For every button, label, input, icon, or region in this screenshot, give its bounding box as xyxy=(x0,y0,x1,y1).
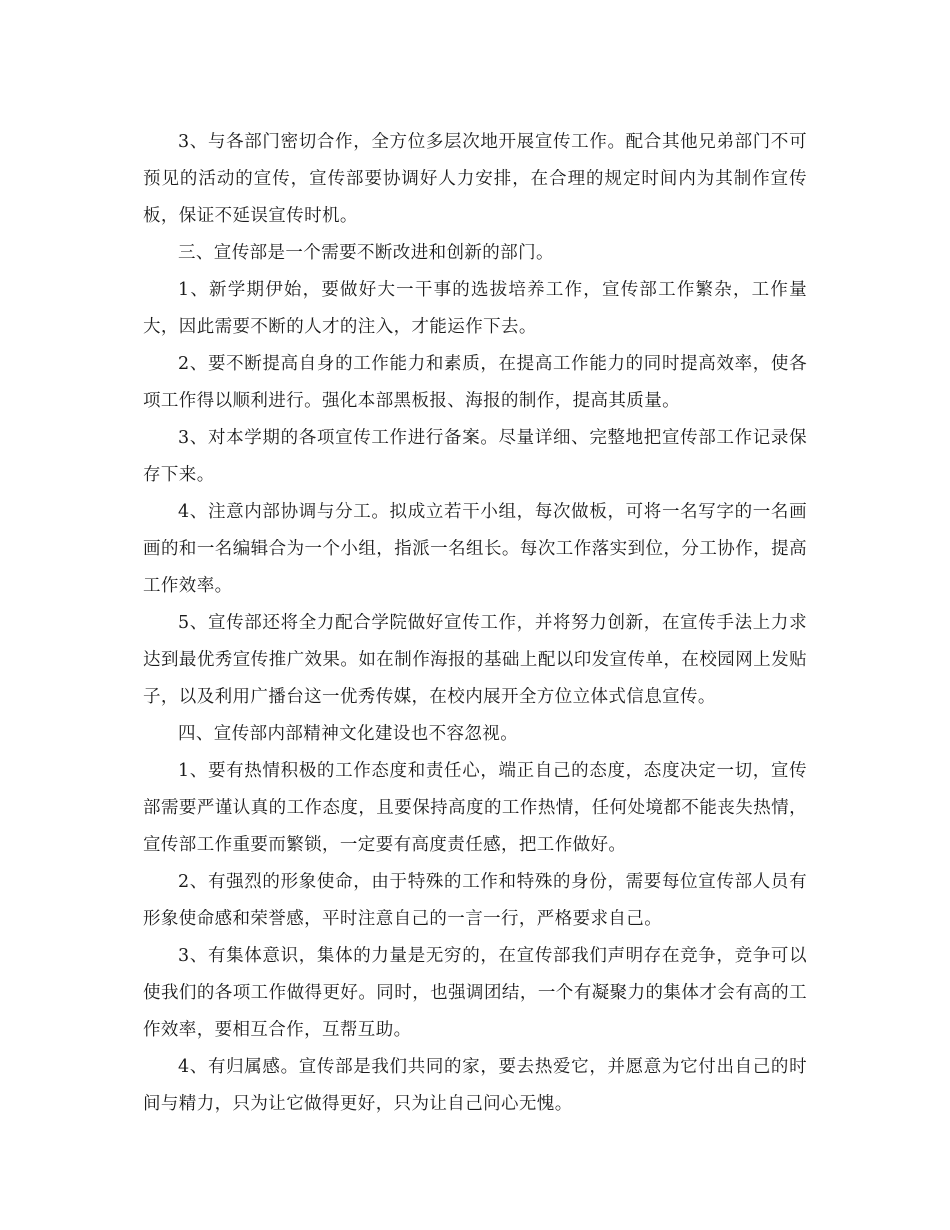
paragraph-belonging: 4、有归属感。宣传部是我们共同的家，要去热爱它，并愿意为它付出自己的时间与精力，只为让它做得更好，只为让自己问心无愧。 xyxy=(143,1057,807,1114)
paragraph-promotion: 5、宣传部还将全力配合学院做好宣传工作，并将努力创新，在宣传手法上力求达到最优秀宣传推广效果。如在制作海报的基础上配以印发宣传单，在校园网上发贴子，以及利用广播台这一优秀传媒，在校内展开全方位立体式信息宣传。 xyxy=(143,613,807,707)
paragraph-team-spirit: 3、有集体意识，集体的力量是无穷的，在宣传部我们声明存在竞争，竞争可以使我们的各项工作做得更好。同时，也强调团结，一个有凝聚力的集体才会有高的工作效率，要相互合作，互帮互助。 xyxy=(143,946,807,1040)
paragraph-records: 3、对本学期的各项宣传工作进行备案。尽量详细、完整地把宣传部工作记录保存下来。 xyxy=(143,428,807,485)
paragraph-coordination: 3、与各部门密切合作，全方位多层次地开展宣传工作。配合其他兄弟部门不可预见的活动的宣传，宣传部要协调好人力安排，在合理的规定时间内为其制作宣传板，保证不延误宣传时机。 xyxy=(143,132,807,226)
paragraph-attitude: 1、要有热情积极的工作态度和责任心，端正自己的态度，态度决定一切，宣传部需要严谨认真的工作态度，且要保持高度的工作热情，任何处境都不能丧失热情，宣传部工作重要而繁锁，一定要有高度责任感，把工作做好。 xyxy=(143,761,807,855)
heading-section-four: 四、宣传部内部精神文化建设也不容忽视。 xyxy=(178,724,519,744)
paragraph-ability: 2、要不断提高自身的工作能力和素质，在提高工作能力的同时提高效率，使各项工作得以顺利进行。强化本部黑板报、海报的制作，提高其质量。 xyxy=(143,354,807,411)
heading-section-three: 三、宣传部是一个需要不断改进和创新的部门。 xyxy=(178,243,554,263)
paragraph-image-mission: 2、有强烈的形象使命，由于特殊的工作和特殊的身份，需要每位宣传部人员有形象使命感和荣誉感，平时注意自己的一言一行，严格要求自己。 xyxy=(143,872,807,929)
paragraph-division-of-labor: 4、注意内部协调与分工。拟成立若干小组，每次做板，可将一名写字的一名画画的和一名编辑合为一个小组，指派一名组长。每次工作落实到位，分工协作，提高工作效率。 xyxy=(143,502,807,596)
document-body xyxy=(143,124,807,1123)
paragraph-recruitment: 1、新学期伊始，要做好大一干事的选拔培养工作，宣传部工作繁杂，工作量大，因此需要不断的人才的注入，才能运作下去。 xyxy=(143,280,807,337)
